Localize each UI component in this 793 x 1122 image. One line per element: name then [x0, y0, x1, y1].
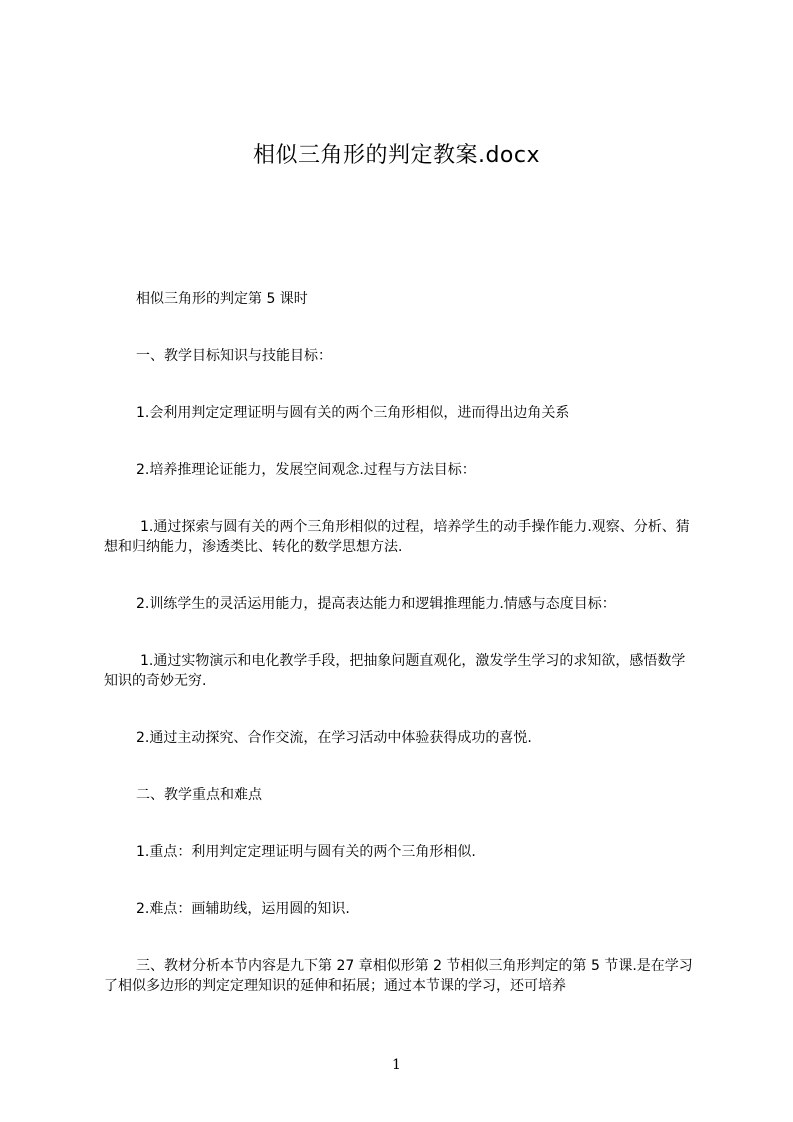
document-body: [104, 289, 696, 1033]
paragraph-process-1: 1.通过探索与圆有关的两个三角形相似的过程，培养学生的动手操作能力.观察、分析、猜想和归纳能力，渗透类比、转化的数学思想方法.: [104, 519, 690, 555]
page-number: 1: [392, 1057, 401, 1073]
paragraph-attitude-1: 1.通过实物演示和电化教学手段，把抽象问题直观化，激发学生学习的求知欲，感悟数学知识的奇妙无穷.: [104, 653, 686, 689]
section-heading-objectives: 一、教学目标知识与技能目标：: [136, 348, 332, 364]
lesson-heading: 相似三角形的判定第 5 课时: [136, 291, 308, 307]
document-title: 相似三角形的判定教案.docx: [252, 143, 541, 168]
paragraph-objective-1: 1.会利用判定定理证明与圆有关的两个三角形相似，进而得出边角关系: [136, 405, 570, 421]
paragraph-process-2: 2.训练学生的灵活运用能力，提高表达能力和逻辑推理能力.情感与态度目标：: [136, 596, 616, 612]
paragraph-difficulty: 2.难点：画辅助线，运用圆的知识.: [136, 901, 350, 917]
paragraph-objective-2: 2.培养推理论证能力，发展空间观念.过程与方法目标：: [136, 462, 476, 478]
paragraph-material-analysis: 三、教材分析本节内容是九下第 27 章相似形第 2 节相似三角形判定的第 5 节课.是在学习了相似多边形的判定定理知识的延伸和拓展；通过本节课的学习，还可培养: [104, 958, 693, 994]
paragraph-attitude-2: 2.通过主动探究、合作交流，在学习活动中体验获得成功的喜悦.: [136, 730, 532, 746]
section-heading-key-points: 二、教学重点和难点: [136, 787, 262, 803]
paragraph-key-point: 1.重点：利用判定定理证明与圆有关的两个三角形相似.: [136, 844, 476, 860]
